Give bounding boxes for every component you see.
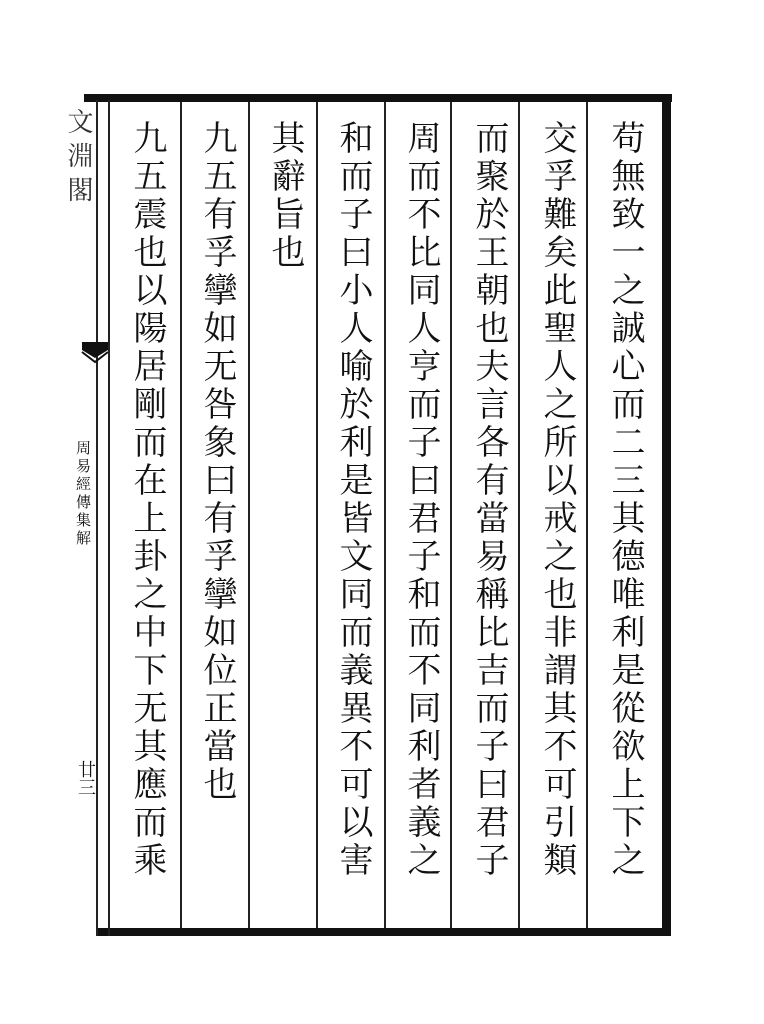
text-column-5: 和而子曰小人喻於利是皆文同而義異不可以害 bbox=[333, 120, 373, 880]
column-rule bbox=[384, 102, 386, 928]
book-title: 周易經傳集解 bbox=[74, 440, 92, 548]
text-column-1: 苟無致一之誠心而二三其德唯利是從欲上下之 bbox=[605, 120, 645, 880]
text-column-4: 周而不比同人亨而子曰君子和而不同利者義之 bbox=[401, 120, 441, 880]
margin-top-label: 文淵閣 bbox=[63, 108, 93, 210]
column-rule bbox=[450, 102, 452, 928]
column-rule bbox=[518, 102, 520, 928]
column-rule bbox=[248, 102, 250, 928]
column-rule bbox=[586, 102, 588, 928]
text-column-3: 而聚於王朝也夫言各有當易稱比吉而子曰君子 bbox=[469, 120, 509, 880]
text-column-8: 九五震也以陽居剛而在上卦之中下无其應而乘 bbox=[127, 120, 167, 880]
page-number: 廿三 bbox=[75, 760, 96, 796]
fishtail-mark-icon bbox=[80, 338, 110, 368]
column-rule bbox=[180, 102, 182, 928]
frame-top-border bbox=[84, 94, 672, 102]
frame-right-border bbox=[662, 94, 671, 936]
frame-inner-left-border bbox=[108, 100, 110, 936]
text-column-7: 九五有孚攣如无咎象曰有孚攣如位正當也 bbox=[197, 120, 237, 804]
text-column-6: 其辭旨也 bbox=[265, 120, 305, 272]
column-rule bbox=[316, 102, 318, 928]
frame-left-border bbox=[96, 100, 98, 936]
text-column-2: 交孚難矣此聖人之所以戒之也非謂其不可引類 bbox=[537, 120, 577, 880]
frame-bottom-border bbox=[96, 928, 671, 936]
